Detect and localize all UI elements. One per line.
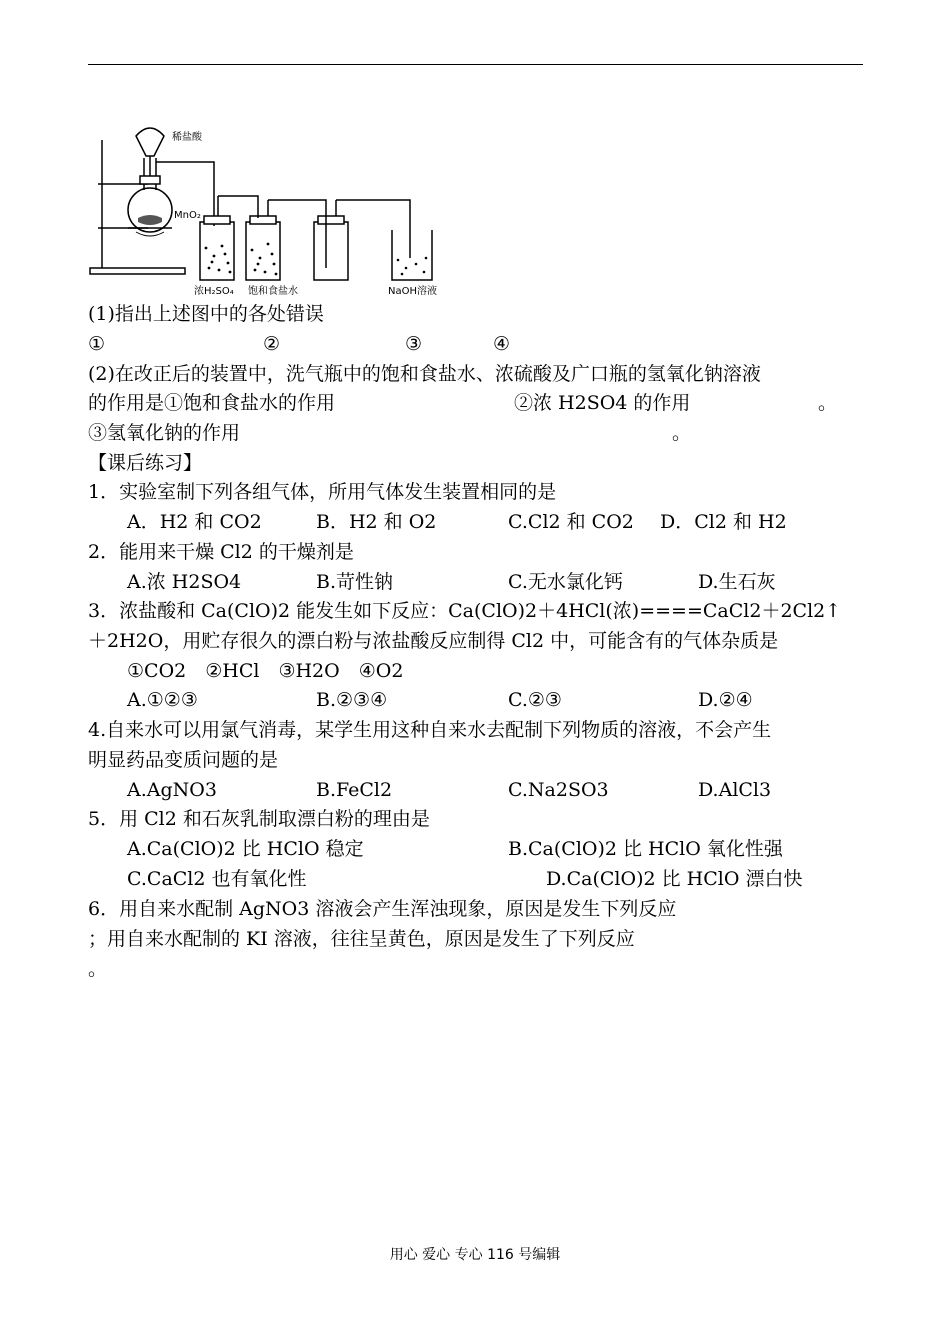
mno2-label: MnO₂ bbox=[174, 210, 201, 221]
chlorine-apparatus-diagram bbox=[88, 118, 448, 298]
problem-6-line-3: 。 bbox=[88, 958, 108, 980]
problem-4-option-d: D.AlCl3 bbox=[698, 779, 772, 801]
problem-2-option-b: B.苛性钠 bbox=[316, 571, 394, 593]
problem-5: 5．用 Cl2 和石灰乳制取漂白粉的理由是 bbox=[88, 808, 430, 830]
dilute-hcl-label: 稀盐酸 bbox=[172, 132, 202, 143]
saturated-brine-label: 饱和食盐水 bbox=[248, 286, 298, 297]
problem-5-option-b: B.Ca(ClO)2 比 HClO 氧化性强 bbox=[508, 838, 783, 860]
problem-3-line-1: 3．浓盐酸和 Ca(ClO)2 能发生如下反应：Ca(ClO)2＋4HCl(浓)====CaCl2＋2Cl2↑ bbox=[88, 600, 842, 622]
q2-line-1: (2)在改正后的装置中，洗气瓶中的饱和食盐水、浓硫酸及广口瓶的氢氧化钠溶液 bbox=[88, 363, 761, 385]
problem-1-option-d: D．Cl2 和 H2 bbox=[660, 511, 787, 533]
problem-5-option-a: A.Ca(ClO)2 比 HClO 稳定 bbox=[127, 838, 364, 860]
problem-3-option-c: C.②③ bbox=[508, 689, 562, 711]
problem-3-option-a: A.①②③ bbox=[127, 689, 198, 711]
problem-4-option-b: B.FeCl2 bbox=[316, 779, 393, 801]
q2-line-3a: ③氢氧化钠的作用 bbox=[88, 422, 241, 444]
problem-2-option-c: C.无水氯化钙 bbox=[508, 571, 623, 593]
q2-line-2c: 。 bbox=[818, 392, 838, 414]
q2-line-2a: 的作用是①饱和食盐水的作用 bbox=[88, 392, 336, 414]
problem-2: 2．能用来干燥 Cl2 的干燥剂是 bbox=[88, 541, 354, 563]
problem-3-option-d: D.②④ bbox=[698, 689, 753, 711]
q1-mark-1: ① bbox=[88, 333, 106, 355]
section-title: 【课后练习】 bbox=[88, 452, 203, 474]
problem-2-option-d: D.生石灰 bbox=[698, 571, 776, 593]
problem-4-option-a: A.AgNO3 bbox=[127, 779, 217, 801]
problem-1-option-c: C.Cl2 和 CO2 bbox=[508, 511, 634, 533]
problem-1-option-b: B．H2 和 O2 bbox=[316, 511, 437, 533]
naoh-solution-label: NaOH溶液 bbox=[388, 286, 437, 297]
problem-5-option-c: C.CaCl2 也有氧化性 bbox=[127, 868, 307, 890]
q2-line-3b: 。 bbox=[672, 422, 692, 444]
q1-prompt: (1)指出上述图中的各处错误 bbox=[88, 303, 324, 325]
q1-mark-2: ② bbox=[263, 333, 281, 355]
problem-1: 1．实验室制下列各组气体，所用气体发生装置相同的是 bbox=[88, 481, 557, 503]
page-footer: 用心 爱心 专心 116 号编辑 bbox=[389, 1247, 561, 1263]
q1-mark-3: ③ bbox=[405, 333, 423, 355]
q2-line-2b: ②浓 H2SO4 的作用 bbox=[514, 392, 691, 414]
header-rule bbox=[88, 64, 863, 65]
problem-5-option-d: D.Ca(ClO)2 比 HClO 漂白快 bbox=[546, 868, 803, 890]
problem-3-line-3: ①CO2 ②HCl ③H2O ④O2 bbox=[127, 660, 404, 682]
conc-h2so4-label: 浓H₂SO₄ bbox=[194, 286, 234, 297]
problem-3-line-2: ＋2H2O，用贮存很久的漂白粉与浓盐酸反应制得 Cl2 中，可能含有的气体杂质是 bbox=[88, 630, 779, 652]
problem-6-line-1: 6．用自来水配制 AgNO3 溶液会产生浑浊现象，原因是发生下列反应 bbox=[88, 898, 677, 920]
problem-4-option-c: C.Na2SO3 bbox=[508, 779, 609, 801]
problem-6-line-2: ；用自来水配制的 KI 溶液，往往呈黄色，原因是发生了下列反应 bbox=[88, 928, 635, 950]
problem-4-line-2: 明显药品变质问题的是 bbox=[88, 749, 279, 771]
q1-mark-4: ④ bbox=[493, 333, 511, 355]
problem-1-option-a: A．H2 和 CO2 bbox=[127, 511, 262, 533]
problem-4-line-1: 4.自来水可以用氯气消毒，某学生用这种自来水去配制下列物质的溶液，不会产生 bbox=[88, 719, 772, 741]
problem-2-option-a: A.浓 H2SO4 bbox=[127, 571, 242, 593]
problem-3-option-b: B.②③④ bbox=[316, 689, 388, 711]
